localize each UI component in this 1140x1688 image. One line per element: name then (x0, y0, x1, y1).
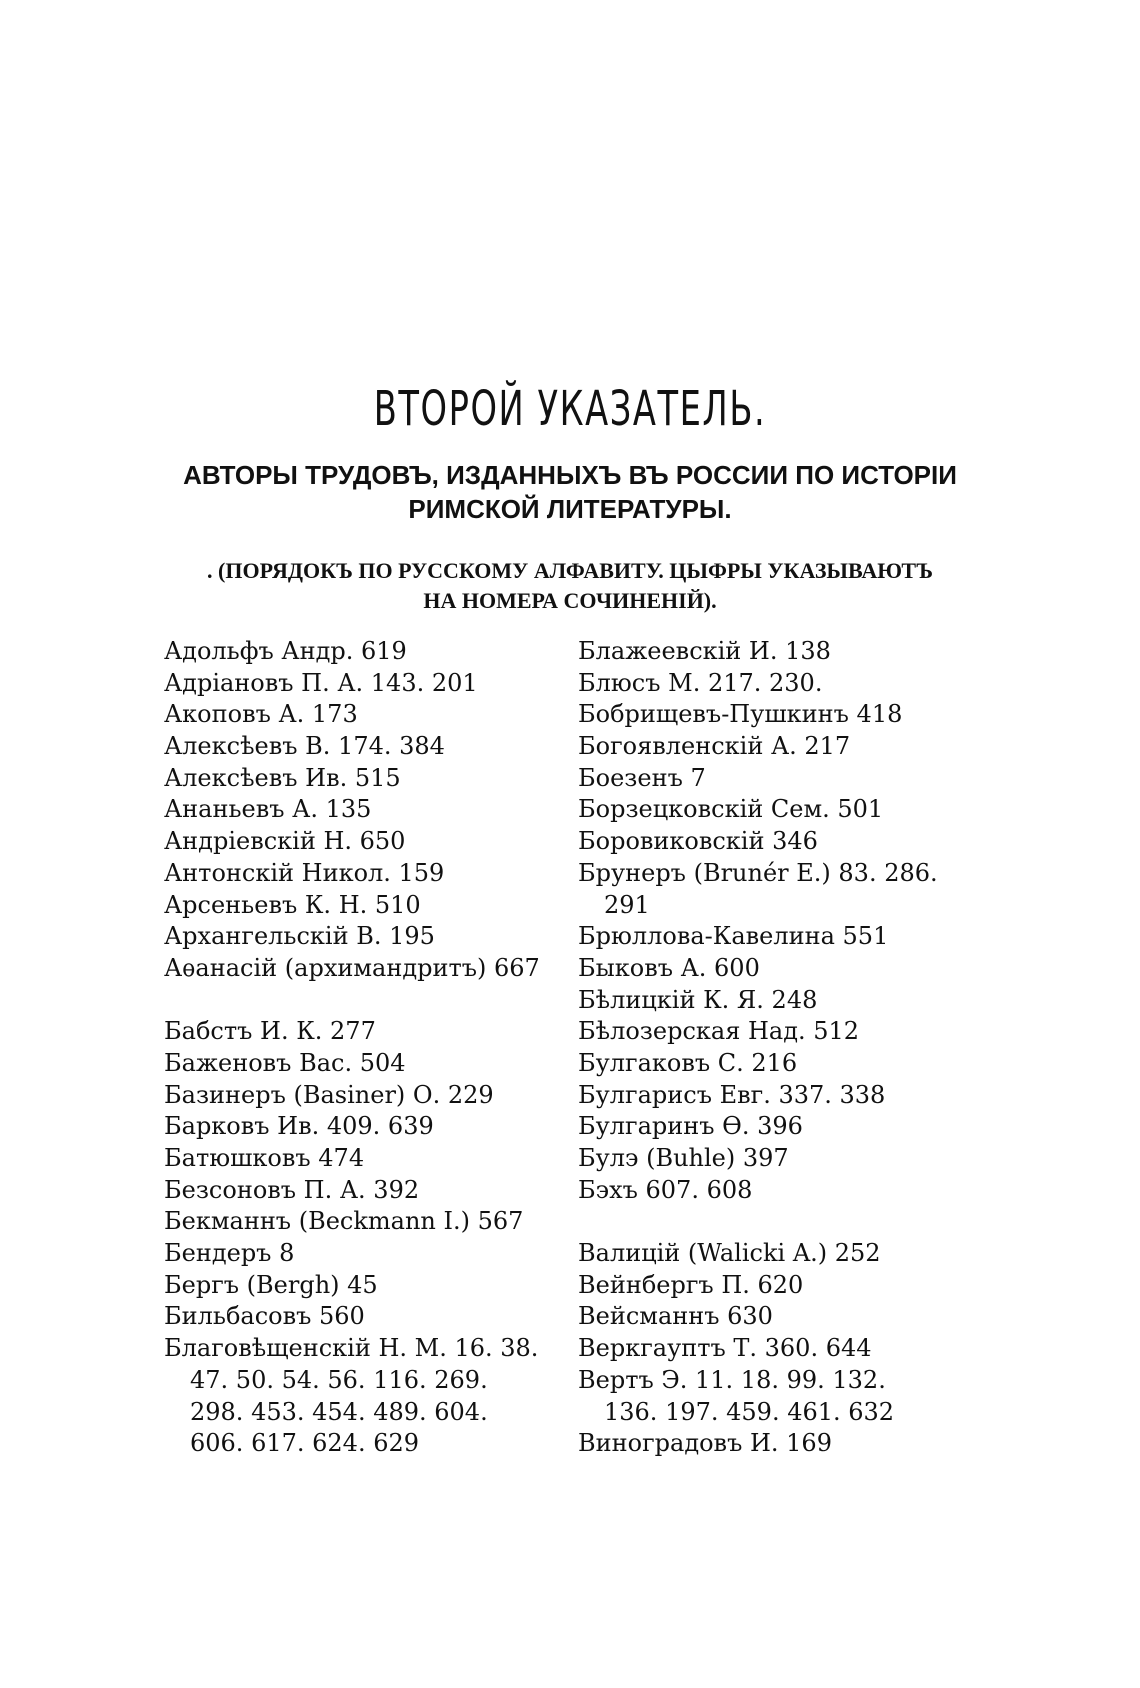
index-entry: Богоявленскій А. 217 (578, 732, 851, 761)
index-entry: Батюшковъ 474 (164, 1144, 365, 1172)
index-entry: Адріановъ П. А. 143. 201 (164, 668, 478, 697)
index-entry: Булгаринъ Ѳ. 396 (578, 1112, 803, 1141)
index-entry: Баженовъ Вас. 504 (164, 1048, 406, 1077)
index-entry: Валицій (Walicki A.) 252 (578, 1239, 881, 1268)
index-entry: Бэхъ 607. 608 (578, 1175, 753, 1204)
index-entry: Блюсъ М. 217. 230. (578, 668, 823, 697)
index-column-right (578, 636, 998, 1460)
index-entry: Бекманнъ (Beckmann I.) 567 (164, 1207, 524, 1236)
index-entry: Арсеньевъ К. Н. 510 (164, 890, 421, 919)
index-entry: Безсоновъ П. А. 392 (164, 1175, 420, 1204)
index-entry: Вейсманнъ 630 (578, 1302, 773, 1331)
index-entry: Веркгауптъ Т. 360. 644 (578, 1334, 872, 1363)
index-entry: Андріевскій Н. 650 (164, 827, 406, 856)
index-entry: Булэ (Buhle) 397 (578, 1144, 789, 1172)
note-line: НА НОМЕРА СОЧИНЕНІЙ). (423, 588, 717, 613)
subtitle (0, 458, 1140, 526)
index-entry-continuation: 291 (604, 890, 650, 919)
index-entry: Бильбасовъ 560 (164, 1302, 365, 1331)
note-line: . (ПОРЯДОКЪ ПО РУССКОМУ АЛФАВИТУ. ЦЫФРЫ УКАЗЫВАЮТЪ (207, 558, 933, 583)
index-entry: Алексѣевъ Ив. 515 (164, 763, 401, 792)
subtitle-line: АВТОРЫ ТРУДОВЪ, ИЗДАННЫХЪ ВЪ РОССИИ ПО ИСТОРІИ (183, 460, 957, 490)
index-column-left (164, 636, 564, 1460)
index-entry: Быковъ А. 600 (578, 953, 760, 982)
index-entry-continuation: 136. 197. 459. 461. 632 (604, 1397, 895, 1426)
section-gap (164, 985, 564, 1017)
index-entry: Алексѣевъ В. 174. 384 (164, 732, 445, 761)
index-entry: Боровиковскій 346 (578, 827, 818, 856)
index-entry: Булгаковъ С. 216 (578, 1048, 798, 1077)
index-entry: Аѳанасій (архимандритъ) 667 (164, 953, 540, 982)
index-entry: Акоповъ А. 173 (164, 700, 358, 729)
index-entry: Благовѣщенскій Н. М. 16. 38. (164, 1334, 539, 1363)
section-gap (578, 1206, 998, 1238)
index-entry: Бабстъ И. К. 277 (164, 1017, 376, 1046)
index-entry: Бергъ (Bergh) 45 (164, 1270, 378, 1299)
index-entry-continuation: 606. 617. 624. 629 (190, 1429, 420, 1458)
index-entry: Виноградовъ И. 169 (578, 1429, 832, 1458)
index-entry-continuation: 298. 453. 454. 489. 604. (190, 1397, 488, 1426)
index-entry: Вейнбергъ П. 620 (578, 1270, 804, 1299)
index-entry: Базинеръ (Basiner) О. 229 (164, 1080, 494, 1109)
index-entry-continuation: 47. 50. 54. 56. 116. 269. (190, 1365, 488, 1394)
index-entry: Архангельскій В. 195 (164, 922, 435, 951)
index-entry: Булгарисъ Евг. 337. 338 (578, 1080, 886, 1109)
index-entry: Бѣлицкій К. Я. 248 (578, 985, 818, 1014)
index-entry: Блажеевскій И. 138 (578, 637, 831, 665)
index-entry: Вертъ Э. 11. 18. 99. 132. (578, 1365, 886, 1394)
index-entry: Брунеръ (Brunér E.) 83. 286. (578, 858, 938, 887)
index-entry: Барковъ Ив. 409. 639 (164, 1112, 434, 1141)
index-entry: Адольфъ Андр. 619 (164, 637, 407, 665)
index-entry: Бендеръ 8 (164, 1239, 295, 1268)
index-entry: Бобрищевъ-Пушкинъ 418 (578, 700, 903, 729)
index-entry: Антонскій Никол. 159 (164, 858, 445, 887)
index-entry: Бѣлозерская Над. 512 (578, 1017, 860, 1046)
index-entry: Брюллова-Кавелина 551 (578, 922, 889, 951)
index-entry: Боезенъ 7 (578, 763, 706, 792)
index-entry: Борзецковскій Сем. 501 (578, 795, 884, 824)
subtitle-line: РИМСКОЙ ЛИТЕРАТУРЫ. (408, 494, 732, 524)
page-title: ВТОРОЙ УКАЗАТЕЛЬ. (373, 381, 767, 437)
index-entry: Ананьевъ А. 135 (164, 795, 372, 824)
ordering-note (0, 556, 1140, 616)
